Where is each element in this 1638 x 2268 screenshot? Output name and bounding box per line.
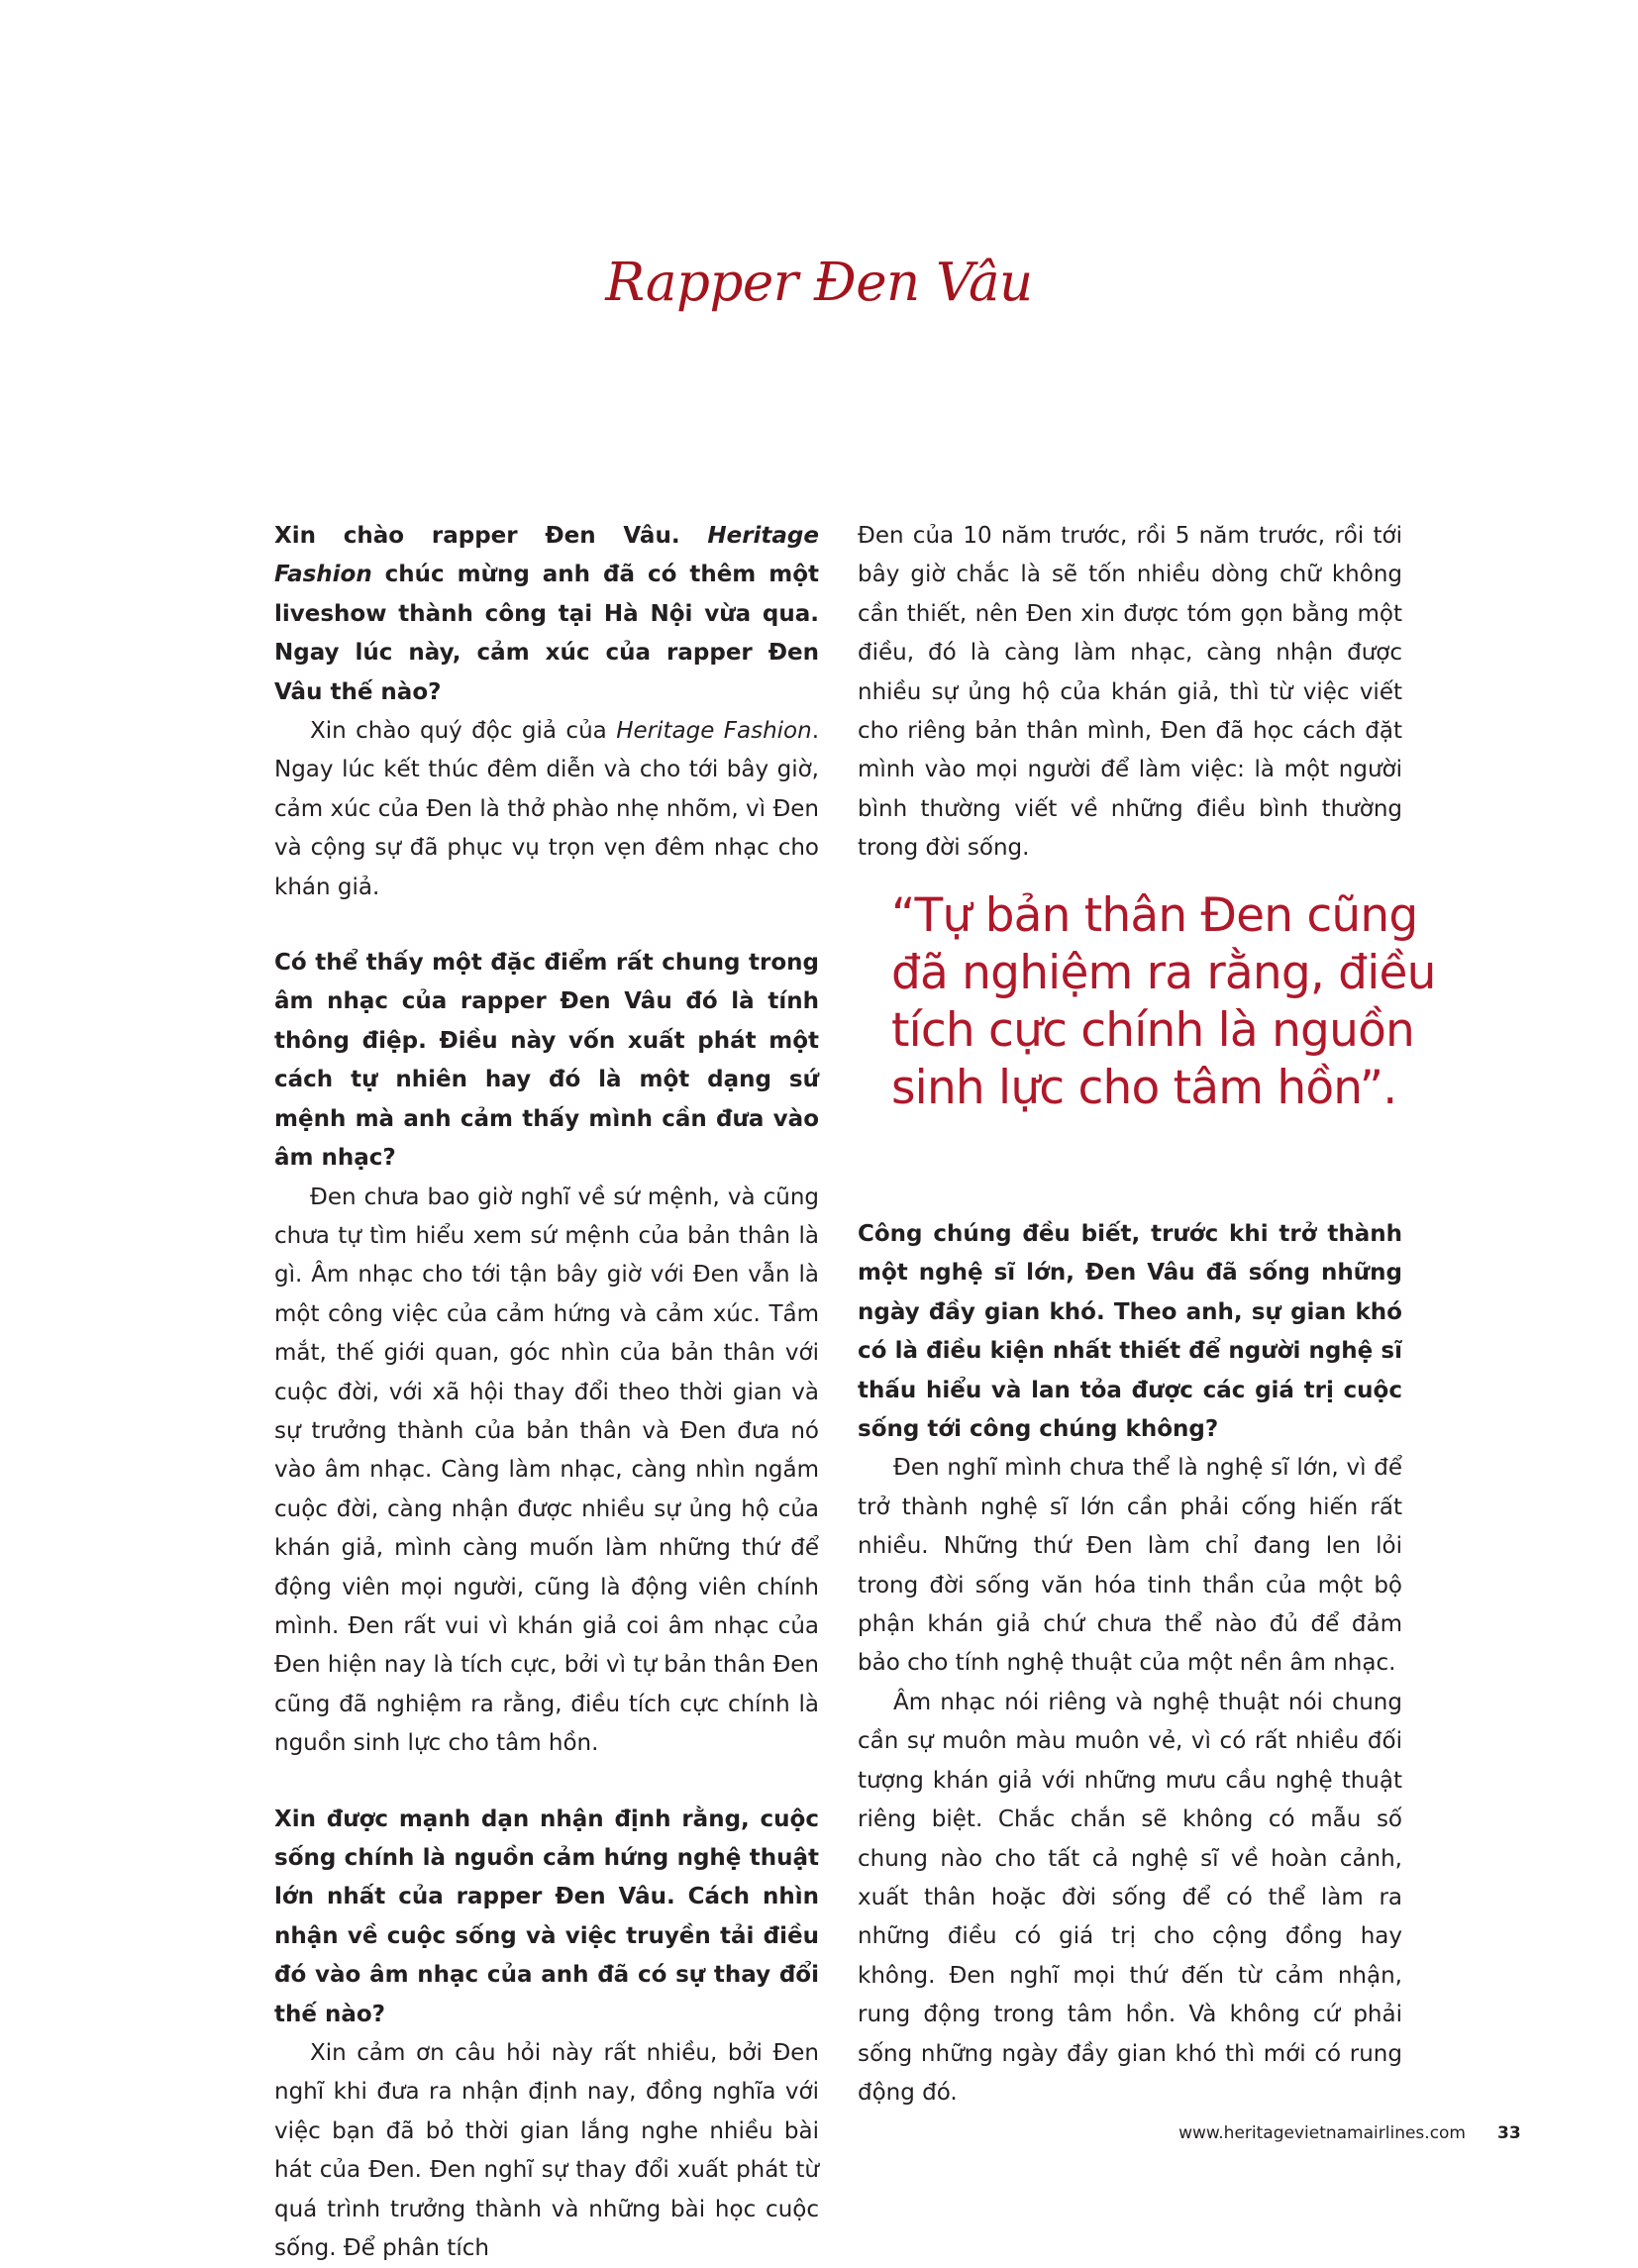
right-column-bottom xyxy=(858,1215,1402,2113)
magazine-name: Heritage Fashion xyxy=(616,718,812,745)
question-3: Xin được mạnh dạn nhận định rằng, cuộc sống chính là nguồn cảm hứng nghệ thuật lớn nhất của rapper Đen Vâu. Cách nhìn nhận về cuộc sống và việc truyền tải điều đó vào âm nhạc của anh đã có sự thay đổi thế nào? xyxy=(274,1805,819,2027)
website-url: www.heritagevietnamairlines.com xyxy=(1178,2123,1466,2143)
magazine-name: Heritage Fashion xyxy=(274,523,819,588)
answer-3: Xin cảm ơn câu hỏi này rất nhiều, bởi Đen nghĩ khi đưa ra nhận định nay, đồng nghĩa với việc bạn đã bỏ thời gian lắng nghe nhiều bài hát của Đen. Đen nghĩ sự thay đổi xuất phát từ quá trình trưởng thành và những bài học cuộc sống. Để phân tích xyxy=(274,2040,819,2262)
answer-2: Đen chưa bao giờ nghĩ về sứ mệnh, và cũng chưa tự tìm hiểu xem sứ mệnh của bản thân là gì. Âm nhạc cho tới tận bây giờ với Đen vẫn là một công việc của cảm hứng và cảm xúc. Tầm mắt, thế giới quan, góc nhìn của bản thân với cuộc đời, với xã hội thay đổi theo thời gian và sự trưởng thành của bản thân và Đen đưa nó vào âm nhạc. Càng làm nhạc, càng nhìn ngắm cuộc đời, càng nhận được nhiều sự ủng hộ của khán giả, mình càng muốn làm những thứ để động viên mọi người, cũng là động viên chính mình. Đen rất vui vì khán giả coi âm nhạc của Đen hiện nay là tích cực, bởi vì tự bản thân Đen cũng đã nghiệm ra rằng, điều tích cực chính là nguồn sinh lực cho tâm hồn. xyxy=(274,1184,819,1757)
right-column-top xyxy=(858,517,1402,869)
question-1 xyxy=(274,517,819,712)
answer-4-paragraph-1: Đen nghĩ mình chưa thể là nghệ sĩ lớn, vì để trở thành nghệ sĩ lớn cần phải cống hiến rất nhiều. Những thứ Đen làm chỉ đang len lỏi trong đời sống văn hóa tinh thần của một bộ phận khán giả chứ chưa thể nào đủ để đảm bảo cho tính nghệ thuật của một nền âm nhạc. xyxy=(858,1455,1402,1677)
left-column xyxy=(274,517,819,2268)
question-1-text: Xin chào rapper Đen Vâu. xyxy=(274,523,708,549)
answer-1 xyxy=(274,712,819,907)
answer-4-paragraph-2: Âm nhạc nói riêng và nghệ thuật nói chung cần sự muôn màu muôn vẻ, vì có rất nhiều đối tượng khán giả với những mưu cầu nghệ thuật riêng biệt. Chắc chắn sẽ không có mẫu số chung nào cho tất cả nghệ sĩ về hoàn cảnh, xuất thân hoặc đời sống để có thể làm ra những điều có giá trị cho cộng đồng hay không. Đen nghĩ mọi thứ đến từ cảm nhận, rung động trong tâm hồn. Và không cứ phải sống những ngày đầy gian khó thì mới có rung động đó. xyxy=(858,1689,1402,2106)
answer-1-text-cont: . Ngay lúc kết thúc đêm diễn và cho tới bây giờ, cảm xúc của Đen là thở phào nhẹ nhõm, vì Đen và cộng sự đã phục vụ trọn vẹn đêm nhạc cho khán giả. xyxy=(274,718,820,900)
answer-3-continued: Đen của 10 năm trước, rồi 5 năm trước, rồi tới bây giờ chắc là sẽ tốn nhiều dòng chữ không cần thiết, nên Đen xin được tóm gọn bằng một điều, đó là càng làm nhạc, càng nhận được nhiều sự ủng hộ của khán giả, thì từ việc viết cho riêng bản thân mình, Đen đã học cách đặt mình vào mọi người để làm việc: là một người bình thường viết về những điều bình thường trong đời sống. xyxy=(858,523,1402,862)
article-title: Rapper Đen Vâu xyxy=(605,253,1033,313)
page-number: 33 xyxy=(1497,2123,1521,2143)
question-2: Có thể thấy một đặc điểm rất chung trong âm nhạc của rapper Đen Vâu đó là tính thông điệp. Điều này vốn xuất phát một cách tự nhiên hay đó là một dạng sứ mệnh mà anh cảm thấy mình cần đưa vào âm nhạc? xyxy=(274,950,819,1172)
pull-quote: “Tự bản thân Đen cũng đã nghiệm ra rằng, điều tích cực chính là nguồn sinh lực cho tâm hồn”. xyxy=(891,888,1436,1115)
question-4: Công chúng đều biết, trước khi trở thành một nghệ sĩ lớn, Đen Vâu đã sống những ngày đầy gian khó. Theo anh, sự gian khó có là điều kiện nhất thiết để người nghệ sĩ thấu hiểu và lan tỏa được các giá trị cuộc sống tới công chúng không? xyxy=(858,1221,1402,1443)
question-1-text-cont: chúc mừng anh đã có thêm một liveshow thành công tại Hà Nội vừa qua. Ngay lúc này, cảm xúc của rapper Đen Vâu thế nào? xyxy=(274,562,819,705)
answer-1-text: Xin chào quý độc giả của xyxy=(310,718,617,745)
